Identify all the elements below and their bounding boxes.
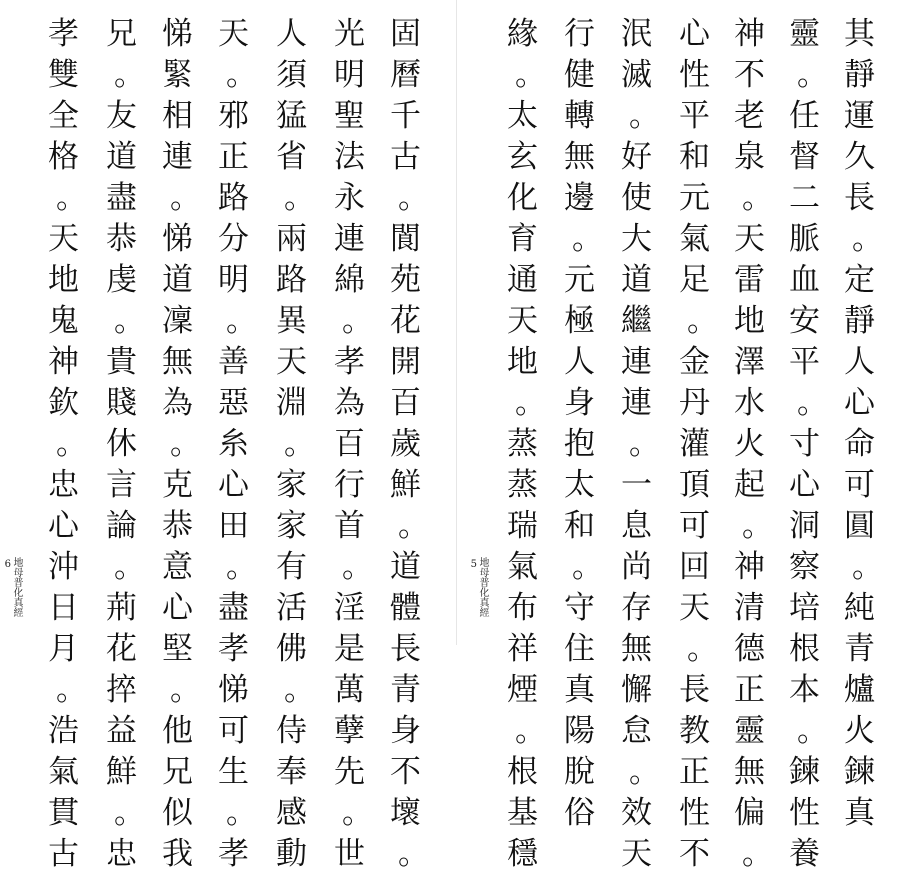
left-page-number: 6 (4, 559, 11, 570)
text-column: 孝 雙 全 格 。 天 地 鬼 神 欽 。 忠 心 沖 日 月 。 浩 氣 貫 古 (48, 16, 87, 872)
right-page-title: 地母普化真經 (477, 557, 488, 617)
right-page (457, 0, 914, 872)
right-page-number: 5 (470, 559, 477, 570)
text-column: 行 健 轉 無 邊 。 元 極 人 身 抱 太 和 。 守 住 真 陽 脫 俗 (564, 16, 603, 831)
text-column: 緣 。 太 玄 化 育 通 天 地 。 蒸 蒸 瑞 氣 布 祥 煙 。 根 基 穩 (507, 16, 546, 872)
text-column: 神 不 老 泉 。 天 雷 地 澤 水 火 起 。 神 清 德 正 靈 無 偏 。 (734, 16, 773, 872)
text-column: 人 須 猛 省 。 兩 路 異 天 淵 。 家 家 有 活 佛 。 侍 奉 感 動 (276, 16, 315, 872)
text-column: 泯 滅 。 好 使 大 道 繼 連 連 。 一 息 尚 存 無 懈 怠 。 效 天 (621, 16, 660, 872)
left-page-title: 地母普化真經 (11, 557, 22, 617)
text-column: 光 明 聖 法 永 連 綿 。 孝 為 百 行 首 。 淫 是 萬 孽 先 。 世 (334, 16, 373, 872)
text-column: 其 靜 運 久 長 。 定 靜 人 心 命 可 圓 。 純 青 爐 火 鍊 真 (844, 16, 883, 831)
text-column: 靈 。 任 督 二 脈 血 安 平 。 寸 心 洞 察 培 根 本 。 鍊 性 養 (789, 16, 828, 872)
left-page-footer (4, 557, 22, 617)
left-page (0, 0, 457, 872)
text-column: 固 曆 千 古 。 閬 苑 花 開 百 歲 鮮 。 道 體 長 青 身 不 壞 。 (390, 16, 429, 872)
text-column: 兄 。 友 道 盡 恭 虔 。 貴 賤 休 言 論 。 荊 花 捽 益 鮮 。 忠 (106, 16, 145, 872)
text-column: 心 性 平 和 元 氣 足 。 金 丹 灌 頂 可 回 天 。 長 教 正 性 不 (679, 16, 718, 872)
text-column: 天 。 邪 正 路 分 明 。 善 惡 糸 心 田 。 盡 孝 悌 可 生 。 孝 (218, 16, 257, 872)
text-column: 悌 緊 相 連 。 悌 道 凜 無 為 。 克 恭 意 心 堅 。 他 兄 似 我 (162, 16, 201, 872)
right-page-footer (470, 557, 488, 617)
